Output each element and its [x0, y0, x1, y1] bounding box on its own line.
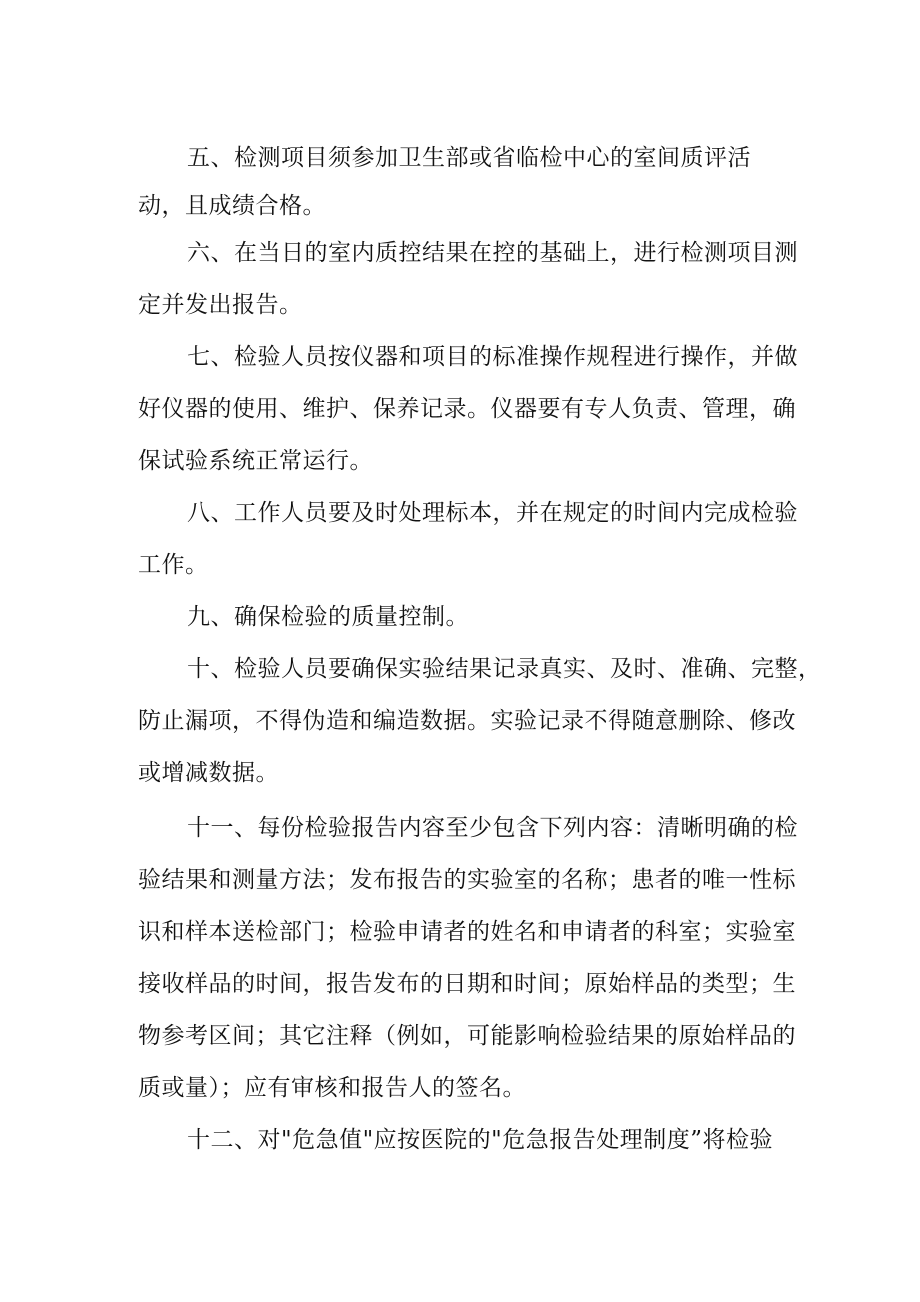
paragraph-6-line-2: 定并发出报告。 [138, 292, 303, 318]
paragraph-10-line-1: 十、检验人员要确保实验结果记录真实、及时、准确、完整， [187, 656, 822, 682]
paragraph-7-line-2: 好仪器的使用、维护、保养记录。仪器要有专人负责、管理，确 [138, 396, 796, 422]
paragraph-5-line-2: 动，且成绩合格。 [138, 193, 326, 219]
paragraph-11-line-5: 物参考区间；其它注释（例如，可能影响检验结果的原始样品的 [138, 1023, 796, 1049]
paragraph-9-line-1: 九、确保检验的质量控制。 [187, 604, 469, 630]
paragraph-5-line-1: 五、检测项目须参加卫生部或省临检中心的室间质评活 [187, 145, 751, 171]
paragraph-11-line-4: 接收样品的时间，报告发布的日期和时间；原始样品的类型；生 [138, 971, 796, 997]
paragraph-11-line-2: 验结果和测量方法；发布报告的实验室的名称；患者的唯一性标 [138, 867, 796, 893]
paragraph-12-line-1: 十二、对"危急值"应按医院的"危急报告处理制度”将检验 [187, 1127, 773, 1153]
paragraph-8-line-2: 工作。 [138, 552, 209, 578]
paragraph-7-line-1: 七、检验人员按仪器和项目的标准操作规程进行操作，并做 [187, 344, 798, 370]
paragraph-10-line-2: 防止漏项，不得伪造和编造数据。实验记录不得随意删除、修改 [138, 708, 796, 734]
paragraph-10-line-3: 或增减数据。 [138, 760, 279, 786]
paragraph-8-line-1: 八、工作人员要及时处理标本，并在规定的时间内完成检验 [187, 500, 798, 526]
paragraph-11-line-1: 十一、每份检验报告内容至少包含下列内容：清晰明确的检 [187, 815, 798, 841]
paragraph-11-line-3: 识和样本送检部门；检验申请者的姓名和申请者的科室；实验室 [138, 919, 796, 945]
paragraph-11-line-6: 质或量）；应有审核和报告人的签名。 [138, 1075, 526, 1101]
paragraph-6-line-1: 六、在当日的室内质控结果在控的基础上，进行检测项目测 [187, 240, 798, 266]
paragraph-7-line-3: 保试验系统正常运行。 [138, 448, 373, 474]
